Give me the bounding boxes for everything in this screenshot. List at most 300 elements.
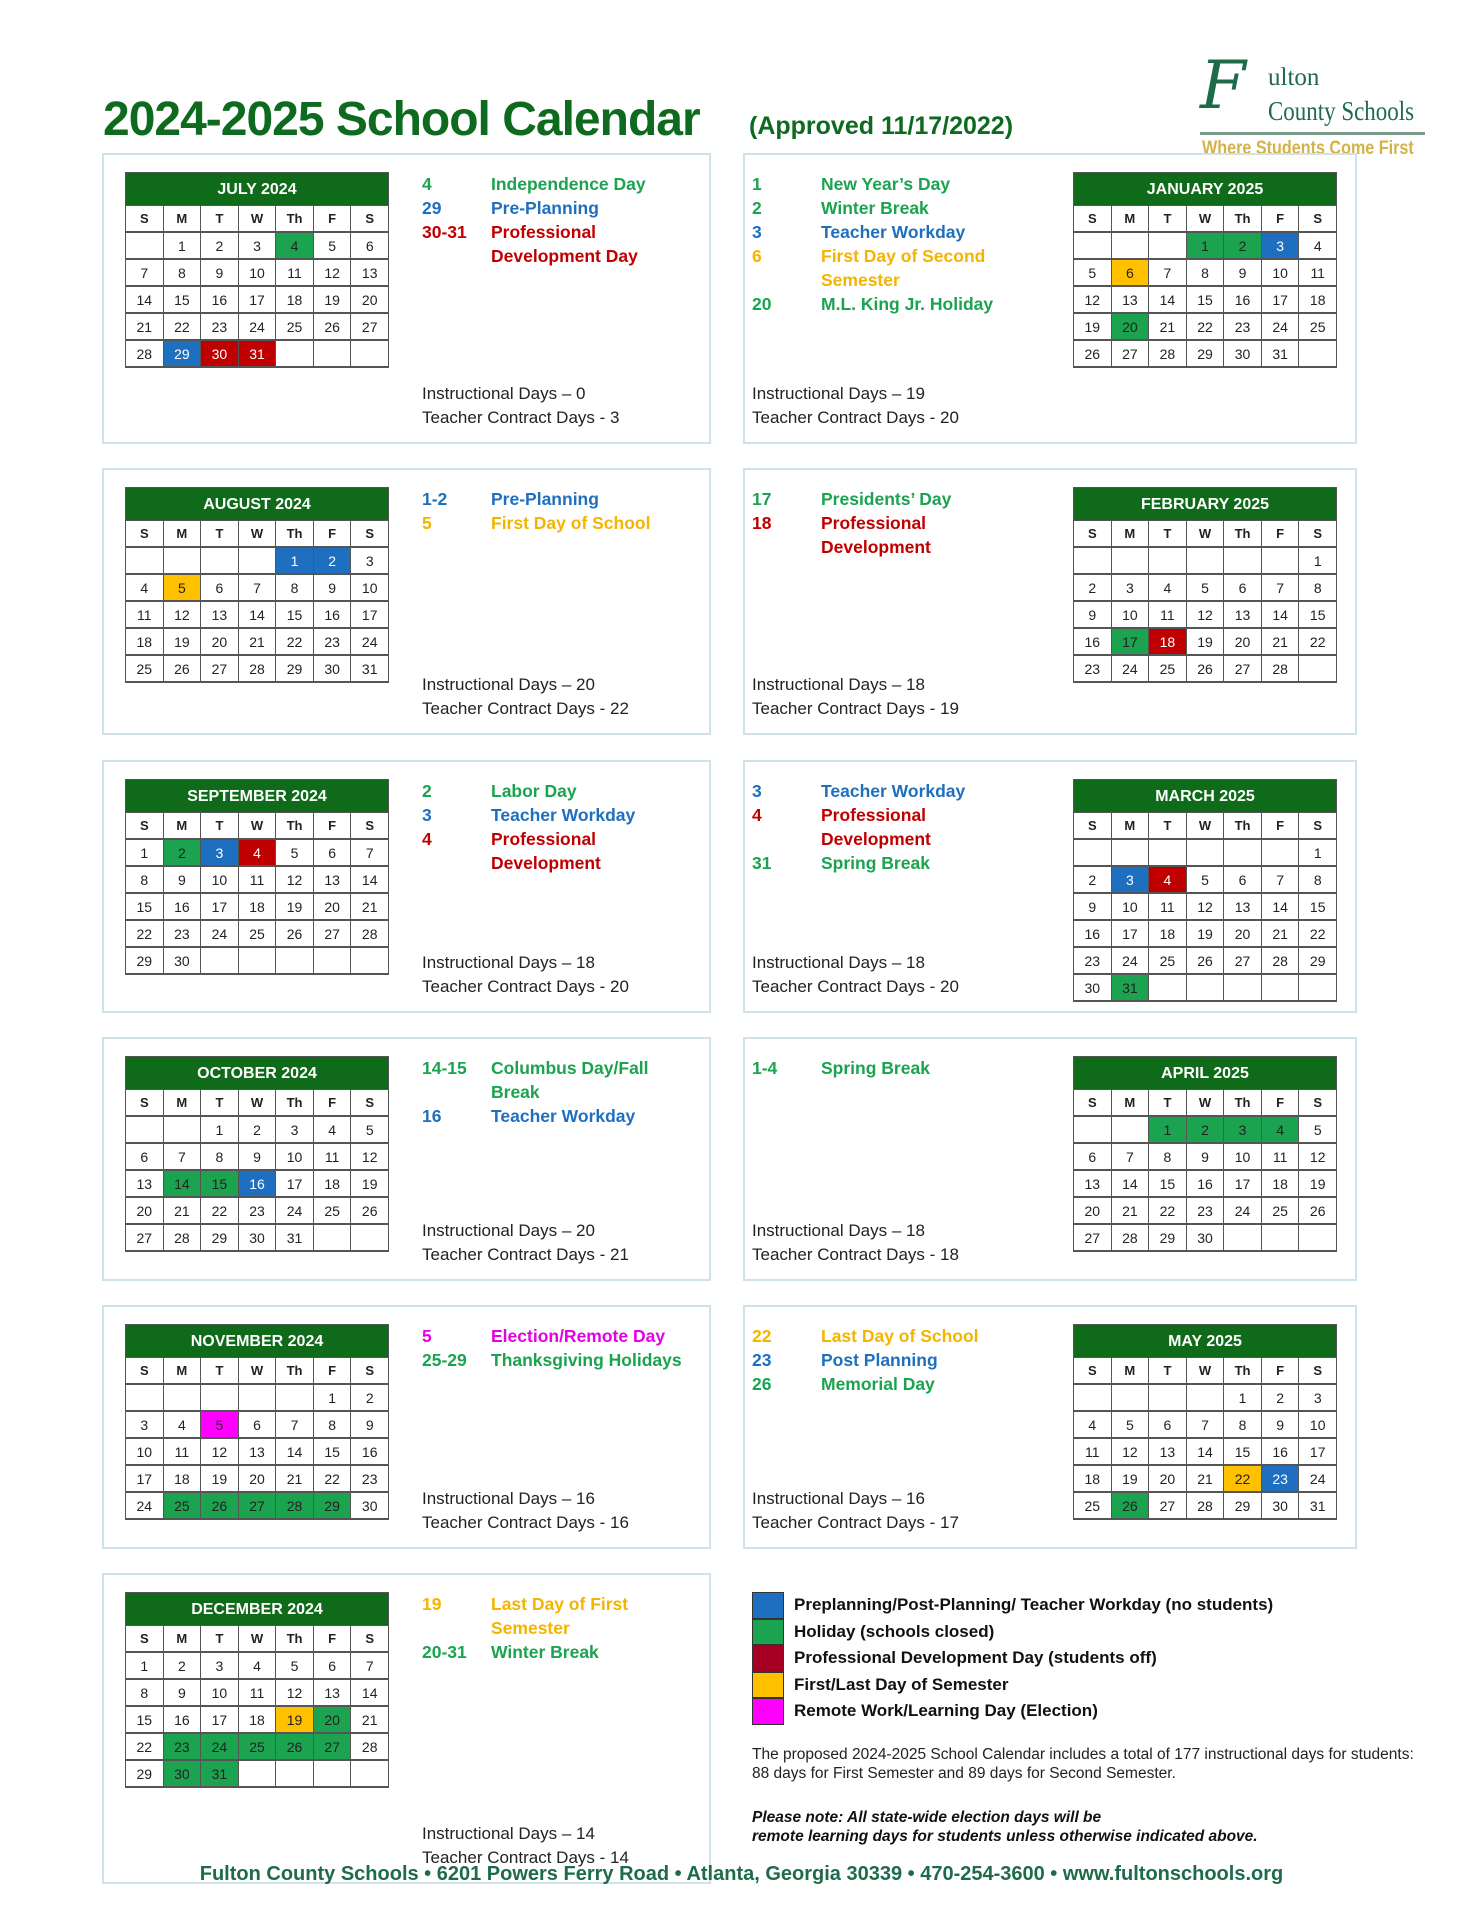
day-cell: 8	[276, 575, 314, 602]
month-section	[102, 468, 711, 735]
day-cell: 24	[239, 314, 277, 341]
day-cell: 4	[314, 1117, 352, 1144]
day-cell: 7	[1262, 867, 1300, 894]
weekday-header: T	[1149, 1358, 1187, 1385]
event-date: 4	[422, 174, 432, 194]
month-calendar	[1073, 487, 1337, 683]
day-cell: 17	[351, 602, 389, 629]
day-cell: 29	[1299, 948, 1337, 975]
day-grid	[1073, 1090, 1337, 1252]
day-cell: 8	[314, 1412, 352, 1439]
empty-cell	[1224, 840, 1262, 867]
event-label: First Day of School	[491, 513, 651, 533]
day-cell: 8	[1149, 1144, 1187, 1171]
event-label: Last Day of First Semester	[491, 1594, 629, 1638]
day-cell: 15	[1149, 1171, 1187, 1198]
day-cell: 19	[1299, 1171, 1337, 1198]
day-cell: 6	[1112, 260, 1150, 287]
day-cell: 21	[1187, 1466, 1225, 1493]
event-date: 5	[422, 1326, 432, 1346]
day-cell: 23	[314, 629, 352, 656]
summary-text: The proposed 2024-2025 School Calendar includes a total of 177 instructional days for students: 88 days for First Semester and 89 days for Second Semester.	[752, 1746, 1414, 1782]
day-cell: 1	[1187, 233, 1225, 260]
event-item	[422, 196, 702, 220]
day-cell: 20	[1224, 921, 1262, 948]
event-list	[422, 172, 702, 268]
event-label: Teacher Workday	[821, 222, 966, 242]
event-date: 30-31	[422, 222, 467, 242]
day-cell: 25	[1149, 948, 1187, 975]
day-cell: 25	[1299, 314, 1337, 341]
day-cell: 14	[1149, 287, 1187, 314]
day-cell: 18	[1299, 287, 1337, 314]
weekday-header: F	[1262, 1358, 1300, 1385]
weekday-header: M	[1112, 813, 1150, 840]
event-label: Independence Day	[491, 174, 646, 194]
empty-cell	[1224, 1225, 1262, 1252]
weekday-header: S	[126, 1626, 164, 1653]
day-cell: 10	[1262, 260, 1300, 287]
day-cell: 30	[1074, 975, 1112, 1002]
event-label: Professional Development Day	[491, 222, 638, 266]
day-cell: 1	[126, 840, 164, 867]
day-cell: 27	[351, 314, 389, 341]
day-cell: 26	[201, 1493, 239, 1520]
empty-cell	[1299, 656, 1337, 683]
event-item	[422, 1640, 702, 1664]
empty-cell	[201, 548, 239, 575]
month-header: JULY 2024	[125, 172, 389, 206]
weekday-header: T	[201, 1626, 239, 1653]
empty-cell	[1262, 1225, 1300, 1252]
day-counts	[422, 382, 619, 430]
day-cell: 16	[1074, 921, 1112, 948]
event-date: 3	[752, 222, 762, 242]
empty-cell	[314, 1761, 352, 1788]
event-item	[422, 487, 702, 511]
day-cell: 22	[1187, 314, 1225, 341]
day-cell: 19	[314, 287, 352, 314]
day-cell: 17	[1112, 921, 1150, 948]
empty-cell	[1262, 840, 1300, 867]
day-cell: 23	[201, 314, 239, 341]
note-line: Please note: All state-wide election days will be	[752, 1809, 1102, 1826]
weekday-header: Th	[1224, 521, 1262, 548]
day-cell: 19	[276, 1707, 314, 1734]
day-cell: 22	[276, 629, 314, 656]
day-cell: 16	[164, 1707, 202, 1734]
event-date: 4	[752, 805, 762, 825]
weekday-header: M	[164, 206, 202, 233]
empty-cell	[1187, 1385, 1225, 1412]
day-cell: 21	[164, 1198, 202, 1225]
month-section	[102, 1573, 711, 1884]
day-cell: 8	[1224, 1412, 1262, 1439]
instructional-days: Instructional Days – 18	[752, 953, 925, 972]
day-grid	[125, 813, 389, 975]
event-item	[752, 196, 1070, 220]
day-cell: 15	[1187, 287, 1225, 314]
legend-item	[752, 1698, 1273, 1725]
day-cell: 12	[1074, 287, 1112, 314]
day-counts	[752, 673, 959, 721]
instructional-days: Instructional Days – 16	[752, 1489, 925, 1508]
event-item	[422, 1104, 702, 1128]
day-cell: 19	[276, 894, 314, 921]
empty-cell	[1149, 548, 1187, 575]
day-cell: 19	[164, 629, 202, 656]
event-item	[752, 1056, 1070, 1080]
weekday-header: Th	[276, 1090, 314, 1117]
day-cell: 2	[1224, 233, 1262, 260]
day-grid	[125, 1090, 389, 1252]
event-item	[752, 172, 1070, 196]
month-header: OCTOBER 2024	[125, 1056, 389, 1090]
day-cell: 4	[1149, 867, 1187, 894]
legend-label: Preplanning/Post-Planning/ Teacher Workday (no students)	[794, 1595, 1274, 1615]
legend-swatch-magenta	[752, 1698, 784, 1725]
page-title: 2024-2025 School Calendar	[103, 93, 700, 146]
contract-days: Teacher Contract Days - 20	[422, 977, 629, 996]
event-item	[752, 1348, 1070, 1372]
day-cell: 28	[351, 1734, 389, 1761]
event-item	[752, 220, 1070, 244]
day-cell: 19	[1074, 314, 1112, 341]
weekday-header: W	[239, 1358, 277, 1385]
day-cell: 31	[351, 656, 389, 683]
day-cell: 4	[276, 233, 314, 260]
day-cell: 3	[1262, 233, 1300, 260]
day-cell: 25	[276, 314, 314, 341]
instructional-days: Instructional Days – 14	[422, 1824, 595, 1843]
event-label: Labor Day	[491, 781, 577, 801]
day-grid	[125, 521, 389, 683]
instructional-days: Instructional Days – 20	[422, 1221, 595, 1240]
event-date: 20-31	[422, 1642, 467, 1662]
event-list	[422, 1592, 702, 1664]
weekday-header: W	[239, 813, 277, 840]
day-cell: 14	[1262, 602, 1300, 629]
day-cell: 31	[276, 1225, 314, 1252]
day-cell: 2	[201, 233, 239, 260]
day-cell: 10	[1112, 894, 1150, 921]
day-cell: 3	[1299, 1385, 1337, 1412]
day-cell: 24	[1112, 948, 1150, 975]
event-date: 1	[752, 174, 762, 194]
empty-cell	[201, 1385, 239, 1412]
event-date: 2	[752, 198, 762, 218]
event-label: Presidents’ Day	[821, 489, 952, 509]
empty-cell	[239, 548, 277, 575]
day-cell: 18	[1149, 629, 1187, 656]
day-counts	[752, 951, 959, 999]
footer-address: Fulton County Schools • 6201 Powers Ferry Road • Atlanta, Georgia 30339 • 470-254-3600 • www.fultonschools.org	[199, 1863, 1284, 1885]
day-cell: 7	[1262, 575, 1300, 602]
event-date: 4	[422, 829, 432, 849]
weekday-header: S	[1299, 521, 1337, 548]
day-cell: 1	[1149, 1117, 1187, 1144]
day-cell: 6	[126, 1144, 164, 1171]
day-counts	[752, 1487, 959, 1535]
contract-days: Teacher Contract Days - 14	[422, 1848, 629, 1867]
day-cell: 28	[1262, 948, 1300, 975]
day-cell: 11	[1074, 1439, 1112, 1466]
day-cell: 13	[1149, 1439, 1187, 1466]
day-cell: 16	[1074, 629, 1112, 656]
event-date: 26	[752, 1374, 772, 1394]
day-cell: 26	[164, 656, 202, 683]
day-cell: 26	[276, 921, 314, 948]
day-cell: 9	[164, 1680, 202, 1707]
month-calendar	[125, 1592, 389, 1788]
day-cell: 28	[1187, 1493, 1225, 1520]
month-section	[102, 153, 711, 444]
day-cell: 12	[1299, 1144, 1337, 1171]
day-cell: 11	[314, 1144, 352, 1171]
weekday-header: F	[314, 1358, 352, 1385]
empty-cell	[1112, 233, 1150, 260]
day-cell: 9	[201, 260, 239, 287]
day-cell: 24	[1224, 1198, 1262, 1225]
day-cell: 26	[1112, 1493, 1150, 1520]
day-cell: 18	[1262, 1171, 1300, 1198]
day-cell: 9	[351, 1412, 389, 1439]
event-label: Election/Remote Day	[491, 1326, 666, 1346]
day-cell: 30	[239, 1225, 277, 1252]
day-cell: 9	[1224, 260, 1262, 287]
empty-cell	[164, 1385, 202, 1412]
day-cell: 12	[1187, 602, 1225, 629]
day-cell: 19	[351, 1171, 389, 1198]
day-cell: 12	[201, 1439, 239, 1466]
empty-cell	[126, 1385, 164, 1412]
day-cell: 14	[239, 602, 277, 629]
legend-label: Remote Work/Learning Day (Election)	[794, 1701, 1098, 1721]
month-header: FEBRUARY 2025	[1073, 487, 1337, 521]
day-cell: 14	[1112, 1171, 1150, 1198]
empty-cell	[276, 1761, 314, 1788]
day-cell: 4	[164, 1412, 202, 1439]
day-cell: 27	[314, 1734, 352, 1761]
day-cell: 28	[1262, 656, 1300, 683]
month-section	[743, 468, 1357, 735]
weekday-header: T	[1149, 521, 1187, 548]
day-cell: 24	[201, 921, 239, 948]
legend-label: Professional Development Day (students off)	[794, 1648, 1157, 1668]
day-cell: 15	[1299, 602, 1337, 629]
empty-cell	[1112, 1385, 1150, 1412]
day-cell: 18	[164, 1466, 202, 1493]
legend-swatch-blue	[752, 1592, 784, 1619]
weekday-header: T	[201, 1090, 239, 1117]
event-label: Teacher Workday	[821, 781, 966, 801]
day-cell: 26	[1074, 341, 1112, 368]
day-cell: 11	[239, 1680, 277, 1707]
weekday-header: W	[1187, 1090, 1225, 1117]
day-cell: 24	[1112, 656, 1150, 683]
day-cell: 26	[351, 1198, 389, 1225]
day-cell: 22	[314, 1466, 352, 1493]
weekday-header: M	[1112, 1358, 1150, 1385]
event-date: 25-29	[422, 1350, 467, 1370]
weekday-header: M	[164, 1626, 202, 1653]
event-item	[422, 220, 702, 268]
day-cell: 3	[351, 548, 389, 575]
day-cell: 15	[126, 894, 164, 921]
day-cell: 29	[164, 341, 202, 368]
day-cell: 20	[1149, 1466, 1187, 1493]
event-label: Teacher Workday	[491, 1106, 636, 1126]
day-cell: 13	[1112, 287, 1150, 314]
logo-rule	[1200, 132, 1425, 135]
day-cell: 11	[1149, 894, 1187, 921]
month-calendar	[1073, 1056, 1337, 1252]
day-cell: 17	[276, 1171, 314, 1198]
day-cell: 9	[1187, 1144, 1225, 1171]
weekday-header: F	[314, 813, 352, 840]
day-cell: 20	[126, 1198, 164, 1225]
event-date: 20	[752, 294, 772, 314]
day-cell: 27	[1149, 1493, 1187, 1520]
day-grid	[1073, 521, 1337, 683]
weekday-header: S	[126, 521, 164, 548]
day-cell: 7	[351, 840, 389, 867]
day-cell: 3	[201, 840, 239, 867]
approval-date: (Approved 11/17/2022)	[749, 112, 1014, 140]
day-cell: 4	[239, 1653, 277, 1680]
day-cell: 7	[239, 575, 277, 602]
day-cell: 20	[1224, 629, 1262, 656]
day-cell: 23	[1187, 1198, 1225, 1225]
day-cell: 25	[1262, 1198, 1300, 1225]
weekday-header: W	[239, 521, 277, 548]
day-grid	[125, 1626, 389, 1788]
day-cell: 9	[1262, 1412, 1300, 1439]
day-cell: 9	[1074, 602, 1112, 629]
weekday-header: Th	[276, 1358, 314, 1385]
day-cell: 15	[1224, 1439, 1262, 1466]
contract-days: Teacher Contract Days - 20	[752, 408, 959, 427]
day-cell: 18	[276, 287, 314, 314]
day-cell: 19	[1112, 1466, 1150, 1493]
day-cell: 1	[1299, 548, 1337, 575]
day-cell: 16	[1187, 1171, 1225, 1198]
contract-days: Teacher Contract Days - 19	[752, 699, 959, 718]
day-cell: 8	[164, 260, 202, 287]
day-cell: 5	[1112, 1412, 1150, 1439]
event-label: Winter Break	[821, 198, 929, 218]
month-calendar	[125, 779, 389, 975]
month-section	[102, 1037, 711, 1281]
day-cell: 17	[201, 1707, 239, 1734]
weekday-header: M	[164, 1090, 202, 1117]
day-cell: 25	[314, 1198, 352, 1225]
day-cell: 2	[1262, 1385, 1300, 1412]
day-cell: 17	[1299, 1439, 1337, 1466]
month-section	[743, 153, 1357, 444]
empty-cell	[1187, 840, 1225, 867]
day-cell: 8	[126, 1680, 164, 1707]
day-cell: 17	[201, 894, 239, 921]
month-calendar	[1073, 172, 1337, 368]
day-cell: 12	[276, 1680, 314, 1707]
day-counts	[422, 1219, 629, 1267]
empty-cell	[1224, 548, 1262, 575]
day-cell: 6	[1224, 867, 1262, 894]
day-cell: 5	[276, 1653, 314, 1680]
event-label: Winter Break	[491, 1642, 599, 1662]
event-item	[752, 511, 1070, 559]
weekday-header: W	[1187, 813, 1225, 840]
day-cell: 12	[351, 1144, 389, 1171]
day-cell: 10	[239, 260, 277, 287]
event-date: 3	[752, 781, 762, 801]
legend-label: Holiday (schools closed)	[794, 1621, 995, 1641]
day-cell: 16	[1262, 1439, 1300, 1466]
empty-cell	[1149, 975, 1187, 1002]
month-section	[743, 1037, 1357, 1281]
day-cell: 27	[1224, 656, 1262, 683]
event-list	[752, 1056, 1070, 1080]
event-item	[752, 1324, 1070, 1348]
day-cell: 26	[1187, 948, 1225, 975]
event-item	[752, 487, 1070, 511]
event-list	[422, 1324, 702, 1372]
day-cell: 16	[314, 602, 352, 629]
day-cell: 15	[276, 602, 314, 629]
weekday-header: T	[201, 813, 239, 840]
event-date: 6	[752, 246, 762, 266]
instructional-days: Instructional Days – 20	[422, 675, 595, 694]
day-cell: 5	[1074, 260, 1112, 287]
legend	[752, 1592, 1273, 1725]
weekday-header: W	[1187, 1358, 1225, 1385]
day-cell: 27	[126, 1225, 164, 1252]
event-date: 14-15	[422, 1058, 467, 1078]
month-header: DECEMBER 2024	[125, 1592, 389, 1626]
day-cell: 13	[351, 260, 389, 287]
event-label: Teacher Workday	[491, 805, 636, 825]
contract-days: Teacher Contract Days - 3	[422, 408, 620, 427]
day-cell: 22	[1224, 1466, 1262, 1493]
day-cell: 5	[1299, 1117, 1337, 1144]
empty-cell	[1074, 840, 1112, 867]
weekday-header: Th	[1224, 206, 1262, 233]
month-header: MAY 2025	[1073, 1324, 1337, 1358]
day-cell: 17	[239, 287, 277, 314]
day-cell: 10	[1299, 1412, 1337, 1439]
event-label: Pre-Planning	[491, 198, 599, 218]
day-cell: 15	[314, 1439, 352, 1466]
empty-cell	[276, 948, 314, 975]
day-cell: 22	[1299, 921, 1337, 948]
day-cell: 20	[201, 629, 239, 656]
day-cell: 19	[201, 1466, 239, 1493]
event-date: 16	[422, 1106, 442, 1126]
instructional-days: Instructional Days – 18	[752, 1221, 925, 1240]
event-list	[752, 1324, 1070, 1396]
day-cell: 12	[1112, 1439, 1150, 1466]
event-date: 18	[752, 513, 772, 533]
legend-item	[752, 1592, 1273, 1619]
empty-cell	[1112, 840, 1150, 867]
event-label: Memorial Day	[821, 1374, 935, 1394]
weekday-header: S	[126, 813, 164, 840]
weekday-header: F	[314, 521, 352, 548]
event-item	[752, 779, 1070, 803]
day-cell: 31	[239, 341, 277, 368]
empty-cell	[1149, 233, 1187, 260]
